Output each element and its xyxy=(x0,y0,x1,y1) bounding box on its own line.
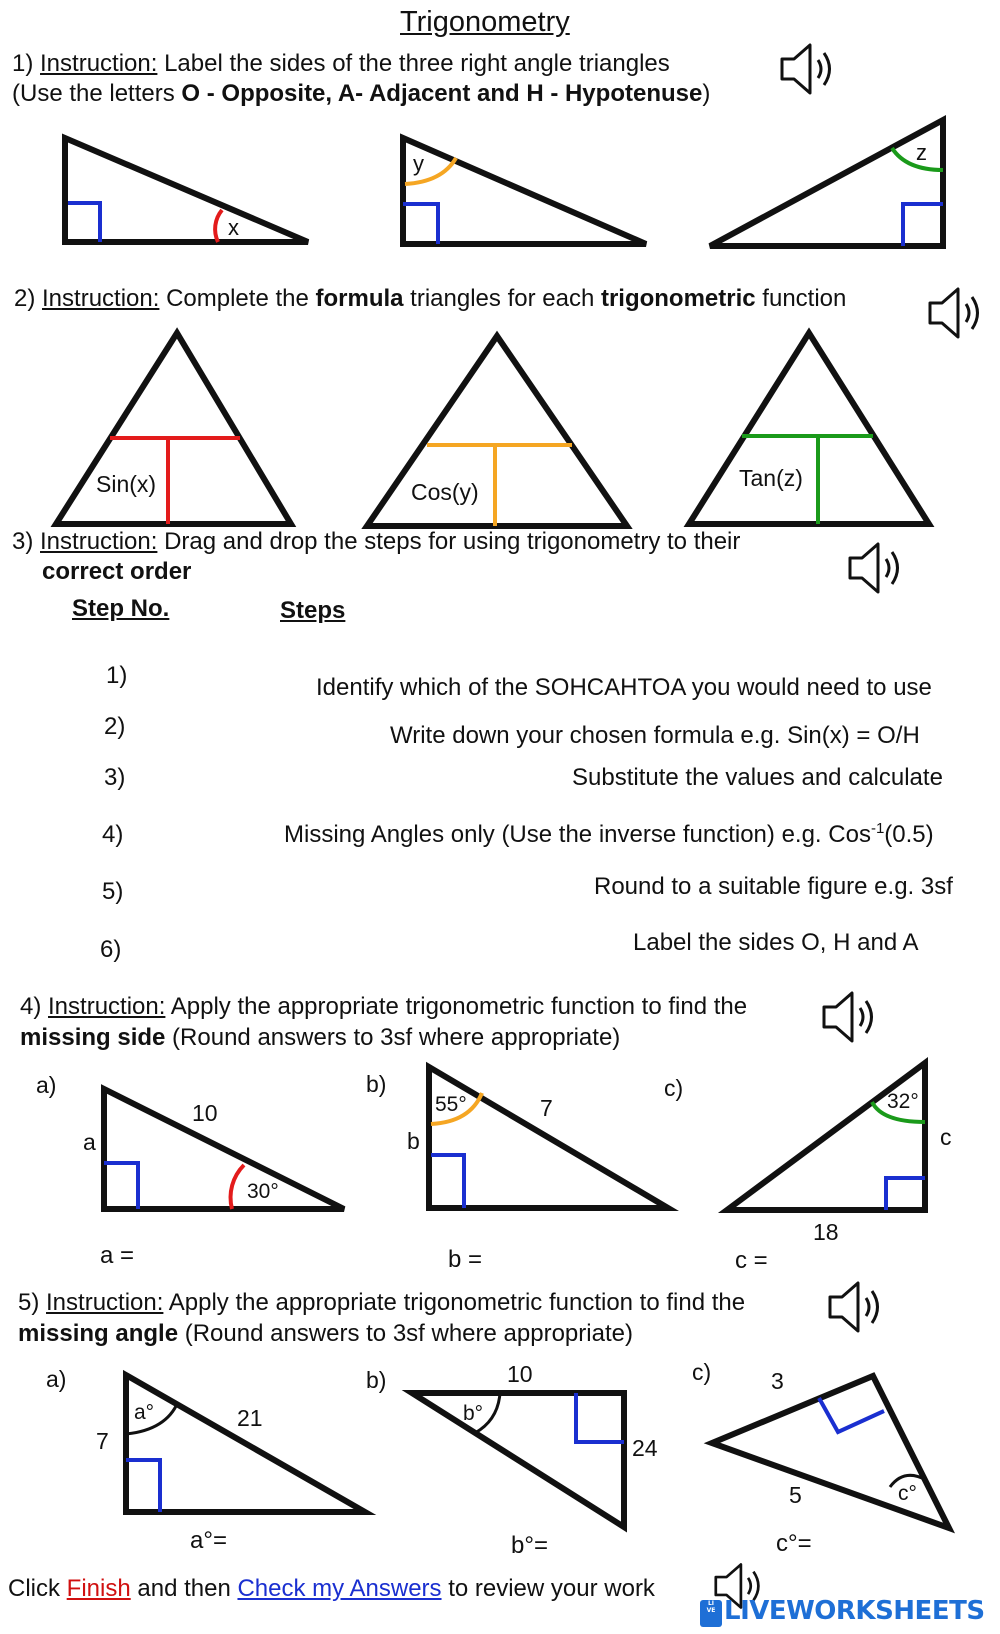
s5b-side2-label: 24 xyxy=(632,1435,658,1461)
step-number-2: 2) xyxy=(104,713,126,740)
s1-angle-x: x xyxy=(228,215,239,240)
s5c-side1-label: 3 xyxy=(771,1368,784,1394)
finish-link[interactable]: Finish xyxy=(66,1575,131,1602)
formula-triangle-sin xyxy=(56,333,291,524)
s5b-angle-label: b° xyxy=(463,1402,484,1425)
step-card-5[interactable]: Round to a suitable figure e.g. 3sf xyxy=(594,873,953,900)
formula-label-tan: Tan(z) xyxy=(739,465,803,491)
s4a-side-label: a xyxy=(83,1129,96,1155)
formula-triangle-cos xyxy=(367,336,627,526)
steps-header: Steps xyxy=(280,597,346,624)
s5c-side2-label: 5 xyxy=(789,1482,802,1508)
formula-label-sin: Sin(x) xyxy=(96,471,157,497)
speaker-icon-section4[interactable] xyxy=(820,988,882,1046)
section2-bold-formula: formula xyxy=(315,285,404,312)
section1-line1: Label the sides of the three right angle triangles xyxy=(164,50,670,77)
s4b-answer-field[interactable]: b = xyxy=(448,1246,483,1273)
s1-triangle-2 xyxy=(403,138,646,244)
speaker-icon xyxy=(926,284,988,342)
s5a-angle-label: a° xyxy=(134,1401,155,1424)
section4-number: 4) xyxy=(20,993,42,1020)
logo-badge-text: LIVE xyxy=(706,1600,716,1614)
speaker-icon-section3[interactable] xyxy=(846,539,908,597)
step-card-6[interactable]: Label the sides O, H and A xyxy=(633,929,919,956)
s5-triangle-c xyxy=(692,1359,949,1528)
s4c-side-label: c xyxy=(940,1124,952,1150)
footer-prefix: Click xyxy=(8,1575,67,1602)
section3-line2: correct order xyxy=(42,558,192,585)
section2-text-b: triangles for each xyxy=(403,285,601,312)
page-title: Trigonometry xyxy=(400,6,570,38)
section3-instruction-label: Instruction: xyxy=(40,528,158,555)
s5c-angle-label: c° xyxy=(898,1482,917,1505)
s5c-letter: c) xyxy=(692,1359,712,1385)
s4a-letter: a) xyxy=(36,1072,57,1098)
step-number-3: 3) xyxy=(104,764,126,791)
step-card-2[interactable]: Write down your chosen formula e.g. Sin(x) = O/H xyxy=(390,722,920,749)
s4b-side-label: b xyxy=(407,1128,420,1154)
s4c-angle-label: 32° xyxy=(887,1090,919,1113)
s5a-side2-label: 21 xyxy=(237,1405,263,1431)
s5-triangle-a xyxy=(46,1366,365,1512)
speaker-icon xyxy=(778,40,840,98)
section3-line1: Drag and drop the steps for using trigonometry to their xyxy=(164,528,741,555)
s1-angle-y: y xyxy=(413,151,424,176)
s4-triangle-a xyxy=(36,1072,344,1209)
s1-angle-z: z xyxy=(916,140,927,165)
s5b-answer-field[interactable]: b°= xyxy=(511,1532,548,1559)
step-number-6: 6) xyxy=(100,936,122,963)
section1-line2-prefix: (Use the letters xyxy=(12,80,182,107)
step-4-text: Missing Angles only (Use the inverse function) e.g. Cos xyxy=(284,821,871,848)
section2-bold-trig: trigonometric xyxy=(600,285,756,312)
section5-line1: Apply the appropriate trigonometric function to find the xyxy=(168,1289,746,1316)
s5a-letter: a) xyxy=(46,1366,67,1392)
s5a-answer-field[interactable]: a°= xyxy=(190,1527,227,1554)
step-card-1[interactable]: Identify which of the SOHCAHTOA you would need to use xyxy=(316,674,932,701)
step-number-1: 1) xyxy=(106,662,128,689)
section4-line2-rest: (Round answers to 3sf where appropriate) xyxy=(165,1024,621,1051)
s4b-letter: b) xyxy=(366,1071,387,1097)
s4-triangle-c xyxy=(664,1063,952,1245)
section1-instruction-label: Instruction: xyxy=(40,50,158,77)
s4b-hyp-label: 7 xyxy=(540,1095,553,1121)
section1-line2-bold: O - Opposite, A- Adjacent and H - Hypotenuse xyxy=(181,80,703,107)
step-4-superscript: -1 xyxy=(870,820,885,837)
speaker-icon xyxy=(826,1278,888,1336)
section1-line2-suffix: ) xyxy=(702,80,711,107)
section5-line2-bold: missing angle xyxy=(18,1320,179,1347)
speaker-icon xyxy=(820,988,882,1046)
footer-middle: and then xyxy=(130,1575,238,1602)
step-4-suffix: (0.5) xyxy=(884,821,934,848)
section4-line1: Apply the appropriate trigonometric function to find the xyxy=(170,993,748,1020)
check-answers-link[interactable]: Check my Answers xyxy=(237,1575,442,1602)
section2-text-c: function xyxy=(755,285,847,312)
section5-line2-rest: (Round answers to 3sf where appropriate) xyxy=(178,1320,633,1347)
section2-text-a: Complete the xyxy=(166,285,316,312)
s4-triangle-b xyxy=(366,1067,668,1208)
step-number-5: 5) xyxy=(102,878,124,905)
s5b-letter: b) xyxy=(366,1367,387,1393)
s4c-letter: c) xyxy=(664,1075,684,1101)
section4-line2-bold: missing side xyxy=(20,1024,166,1051)
s1-triangle-3 xyxy=(710,120,943,246)
speaker-icon xyxy=(846,539,908,597)
section5-instruction-label: Instruction: xyxy=(46,1289,164,1316)
s5-triangle-b xyxy=(366,1361,658,1527)
section5-number: 5) xyxy=(18,1289,40,1316)
footer-suffix: to review your work xyxy=(441,1575,655,1602)
s1-triangle-1 xyxy=(65,138,308,242)
section2-number: 2) xyxy=(14,285,36,312)
formula-triangle-tan xyxy=(689,333,929,524)
s4c-answer-field[interactable]: c = xyxy=(735,1247,768,1274)
section4-instruction-label: Instruction: xyxy=(48,993,166,1020)
logo-text: LIVEWORKSHEETS xyxy=(724,1596,985,1626)
step-number-4: 4) xyxy=(102,821,124,848)
speaker-icon-section1[interactable] xyxy=(778,40,840,98)
speaker-icon-section5[interactable] xyxy=(826,1278,888,1336)
logo-badge-icon xyxy=(700,1600,722,1627)
s4a-hyp-label: 10 xyxy=(192,1100,218,1126)
s4a-angle-label: 30° xyxy=(247,1180,279,1203)
step-card-3[interactable]: Substitute the values and calculate xyxy=(572,764,943,791)
footer-text xyxy=(8,1575,655,1603)
s4b-angle-label: 55° xyxy=(435,1093,467,1116)
s5a-side1-label: 7 xyxy=(96,1428,109,1454)
formula-label-cos: Cos(y) xyxy=(411,479,479,505)
step-no-header: Step No. xyxy=(72,595,170,622)
section2-instruction-label: Instruction: xyxy=(42,285,160,312)
s4c-base-label: 18 xyxy=(813,1219,839,1245)
section3-number: 3) xyxy=(12,528,34,555)
speaker-icon-section2[interactable] xyxy=(926,284,988,342)
s4a-answer-field[interactable]: a = xyxy=(100,1242,135,1269)
s5c-answer-field[interactable]: c°= xyxy=(776,1530,812,1557)
section1-number: 1) xyxy=(12,50,34,77)
s5b-side1-label: 10 xyxy=(507,1361,533,1387)
